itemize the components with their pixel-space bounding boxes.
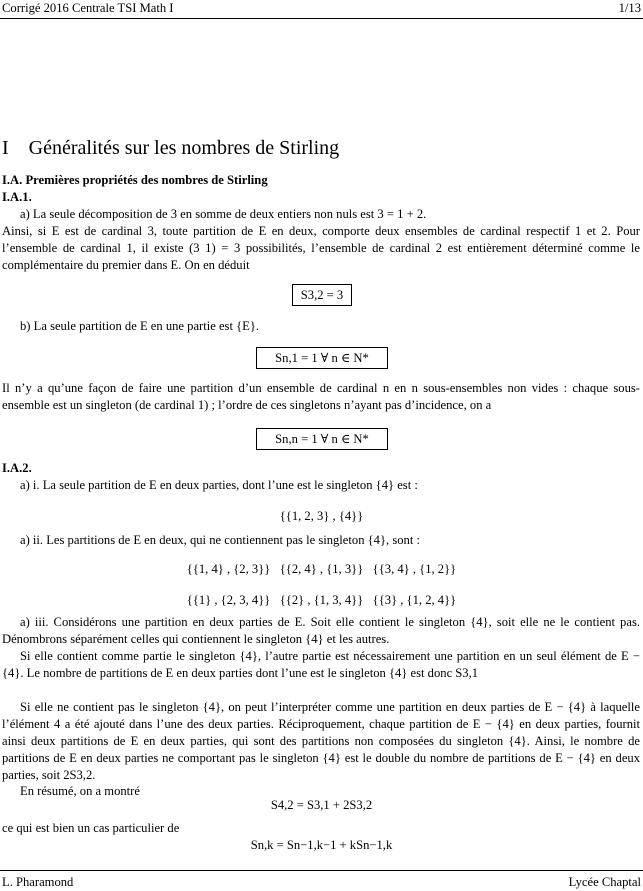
- particular-case-text: ce qui est bien un cas particulier de: [2, 821, 180, 835]
- equation-summary: S4,2 = S3,1 + 2S3,2: [270, 798, 373, 812]
- header-title: Corrigé 2016 Centrale TSI Math I: [2, 1, 174, 15]
- paragraph-cardinal: Ainsi, si E est de cardinal 3, toute partition de E en deux, comporte deux ensembles de cardinal respectif 1 et 2. Pour l’ensemble de cardinal 1, il existe (3 1) = 3 possibilités, l’ensemble de cardinal 2 est entièrement déterminé comme le complémentaire du premier dans E. On en déduit: [2, 224, 640, 272]
- footer-school: Lycée Chaptal: [568, 875, 641, 889]
- page-number: 1/13: [618, 1, 641, 15]
- paragraph-singletons: Il n’y a qu’une façon de faire une partition d’un ensemble de cardinal n en n sous-ensembles non vides : chaque sous-ensemble est un singleton (de cardinal 1) ; l’ordre de ces singletons n’ayant pas d’incidence, on a: [2, 381, 640, 412]
- boxed-result-s32: S3,2 = 3: [292, 284, 352, 306]
- equation-general: Sn,k = Sn−1,k−1 + kSn−1,k: [250, 838, 393, 852]
- footer-rule: [0, 870, 643, 871]
- equation-aii-row2: {{1} , {2, 3, 4}} {{2} , {1, 3, 4}} {{3} , {1, 2, 4}}: [186, 593, 457, 607]
- boxed-result-snn: Sn,n = 1 ∀ n ∈ N*: [256, 428, 388, 450]
- paragraph-not-singleton: Si elle ne contient pas le singleton {4}, on peut l’interpréter comme une partition en deux parties de E − {4} à laquelle l’élément 4 a été ajouté dans l’une des deux parties. Réciproquement, chaque partition de E − {4} en deux parties, fournit ainsi deux partitions de E en deux parties, qui sont des partitions non composées du singleton {4}. Ainsi, le nombre de partitions de E en deux parties ne comportant pas le singleton {4} est le double du nombre de partitions de E − {4} en deux parties, soit 2S3,2.: [2, 700, 640, 782]
- answer-a1: a) La seule décomposition de 3 en somme de deux entiers non nuls est 3 = 1 + 2.: [20, 207, 427, 221]
- equation-ai: {{1, 2, 3} , {4}}: [279, 509, 364, 523]
- summary-intro: En résumé, on a montré: [20, 784, 140, 798]
- question-ia1: I.A.1.: [2, 190, 32, 204]
- answer-aii: a) ii. Les partitions de E en deux, qui ne contiennent pas le singleton {4}, sont :: [20, 533, 420, 547]
- header-rule: [0, 18, 643, 19]
- footer-author: L. Pharamond: [2, 875, 74, 889]
- section-title: I Généralités sur les nombres de Stirling: [2, 137, 340, 159]
- question-ia2: I.A.2.: [2, 461, 32, 475]
- boxed-result-sn1: Sn,1 = 1 ∀ n ∈ N*: [256, 347, 388, 369]
- paragraph-contains-singleton: Si elle contient comme partie le singleton {4}, l’autre partie est nécessairement une partition en un seul élément de E − {4}. Le nombre de partitions de E en deux parties dont l’une est le singleton {4} est donc S3,1: [2, 649, 640, 680]
- equation-aii-row1: {{1, 4} , {2, 3}} {{2, 4} , {1, 3}} {{3, 4} , {1, 2}}: [186, 562, 457, 576]
- answer-b1: b) La seule partition de E en une partie est {E}.: [20, 319, 260, 333]
- subsection-title: I.A. Premières propriétés des nombres de Stirling: [2, 173, 268, 187]
- answer-ai: a) i. La seule partition de E en deux parties, dont l’une est le singleton {4} est :: [20, 478, 418, 492]
- paragraph-aiii: a) iii. Considérons une partition en deux parties de E. Soit elle contient le singleton {4}, soit elle ne le contient pas. Dénombrons séparément celles qui contiennent le singleton {4} et les autres.: [2, 615, 640, 646]
